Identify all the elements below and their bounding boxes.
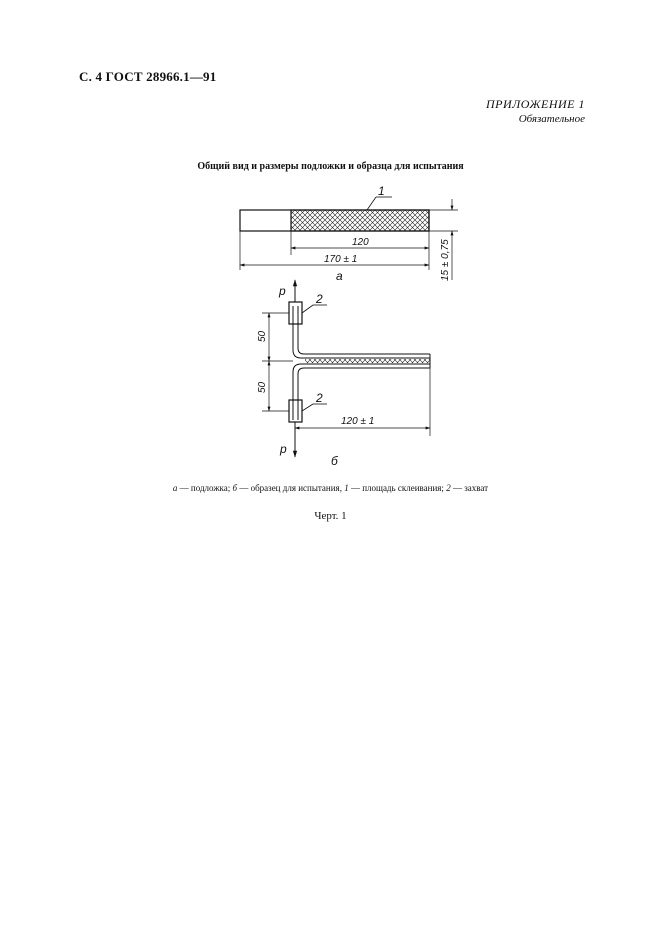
view-a bbox=[240, 184, 458, 283]
annex-title: ПРИЛОЖЕНИЕ 1 bbox=[486, 97, 585, 111]
force-label-bottom: p bbox=[280, 442, 287, 456]
dim-120-b-label: 120 ± 1 bbox=[341, 416, 375, 427]
dim-120-label: 120 bbox=[352, 237, 369, 248]
page-header: С. 4 ГОСТ 28966.1—91 bbox=[79, 69, 217, 84]
view-b bbox=[257, 280, 430, 468]
caption-a-text: — подложка; bbox=[177, 483, 233, 493]
callout-1-leader bbox=[367, 197, 376, 210]
caption-b-key: б bbox=[232, 483, 238, 493]
specimen-leg-bottom-outer bbox=[293, 364, 430, 420]
dim-15-label: 15 ± 0,75 bbox=[440, 239, 451, 281]
callout-1: 1 bbox=[378, 184, 385, 198]
figure-caption bbox=[0, 483, 661, 493]
adhesive-layer bbox=[305, 359, 430, 363]
view-b-label: б bbox=[331, 454, 338, 468]
bonding-area-hatch bbox=[291, 210, 429, 231]
callout-2-bottom: 2 bbox=[316, 391, 323, 405]
caption-1-text: — площадь склеивания; bbox=[348, 483, 447, 493]
callout-2-top: 2 bbox=[316, 292, 323, 306]
caption-2-text: — захват bbox=[450, 483, 489, 493]
caption-1-key: 1 bbox=[344, 483, 349, 493]
caption-a-key: а bbox=[172, 483, 178, 493]
force-label-top: p bbox=[279, 284, 286, 298]
caption-b-text: — образец для испытания, bbox=[237, 483, 345, 493]
figure-number: Черт. 1 bbox=[314, 510, 347, 522]
grip-bottom bbox=[289, 400, 302, 422]
dim-170-label: 170 ± 1 bbox=[324, 254, 358, 265]
specimen-leg-top-outer bbox=[293, 306, 430, 358]
view-a-label: а bbox=[336, 269, 343, 283]
grip-top bbox=[289, 302, 302, 324]
caption-2-key: 2 bbox=[446, 483, 451, 493]
dim-50-bottom-label: 50 bbox=[257, 381, 268, 393]
annex-status: Обязательное bbox=[518, 113, 585, 125]
figure-title: Общий вид и размеры подложки и образца для испытания bbox=[197, 161, 464, 172]
dim-50-top-label: 50 bbox=[257, 330, 268, 342]
